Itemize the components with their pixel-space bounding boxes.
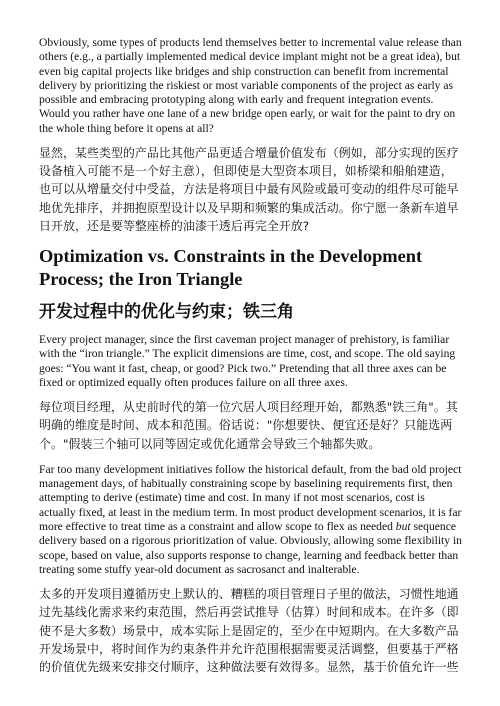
section-heading-english: Optimization vs. Constraints in the Development Process; the Iron Triangle xyxy=(39,246,423,290)
paragraph-2-chinese: 每位项目经理，从史前时代的第一位穴居人项目经理开始，都熟悉"铁三角"。其明确的维度是时间、成本和范围。俗话说："你想要快、便宜还是好？只能选两个。"假装三个轴可以同等固定或优化通常会导致三个轴都失败。 xyxy=(39,400,458,451)
paragraph-2-english: Every project manager, since the first caveman project manager of prehistory, is familiar with the “iron triangle.” The explicit dimensions are time, cost, and scope. The old saying goes: “You want it fast, cheap, or good? Pick two.” Pretending that all three axes can be fixed or optimized equally often produces failure on all three axes. xyxy=(39,333,456,389)
paragraph-3-english-part-1: Far too many development initiatives follow the historical default, from the bad old project management days, of habitually constraining scope by baselining requirements first, then attempting to derive (estimate) time and cost. In many if not most scenarios, cost is actually fixed, at least in the medium term. In most product development scenarios, it is far more effective to treat time as a constraint and allow scope to flex as needed xyxy=(39,462,462,534)
paragraph-3-english-part-2: sequence delivery based on a rigorous prioritization of value. Obviously, allowing some flexibility in scope, based on value, also supports response to change, learning and feedback better than treating some stuffy year-old document as sacrosanct and inalterable. xyxy=(39,520,462,576)
paragraph-1-chinese: 显然，某些类型的产品比其他产品更适合增量价值发布（例如，部分实现的医疗设备植入可能不是一个好主意），但即使是大型资本项目，如桥梁和船舶建造，也可以从增量交付中受益，方法是将项目中最有风险或最可变动的组件尽可能早地优先排序，并拥抱原型设计以及早期和频繁的集成活动。你宁愿一条新车道早日开放，还是要等整座桥的油漆干透后再完全开放? xyxy=(39,146,459,233)
paragraph-3-english xyxy=(39,463,462,577)
paragraph-3-chinese: 太多的开发项目遵循历史上默认的、糟糕的项目管理日子里的做法，习惯性地通过先基线化需求来约束范围，然后再尝试推导（估算）时间和成本。在许多（即使不是大多数）场景中，成本实际上是固定的，至少在中短期内。在大多数产品开发场景中，将时间作为约束条件并允许范围根据需要灵活调整，但要基于严格的价值优先级来安排交付顺序，这种做法要有效得多。显然，基于价值允许一些 xyxy=(39,587,459,675)
paragraph-3-english-emphasis: but xyxy=(395,520,411,534)
paragraph-1-english: Obviously, some types of products lend themselves better to incremental value release than others (e.g., a partially implemented medical device implant might not be a great idea), but even big capital projects like bridges and ship construction can benefit from incremental delivery by prioritizing the riskiest or most variable components of the project as early as possible and embracing prototyping along with early and frequent integration events. Would you rather have one lane of a new bridge open early, or wait for the paint to dry on the whole thing before it opens at all? xyxy=(39,36,462,135)
section-heading-chinese: 开发过程中的优化与约束；铁三角 xyxy=(39,302,294,323)
